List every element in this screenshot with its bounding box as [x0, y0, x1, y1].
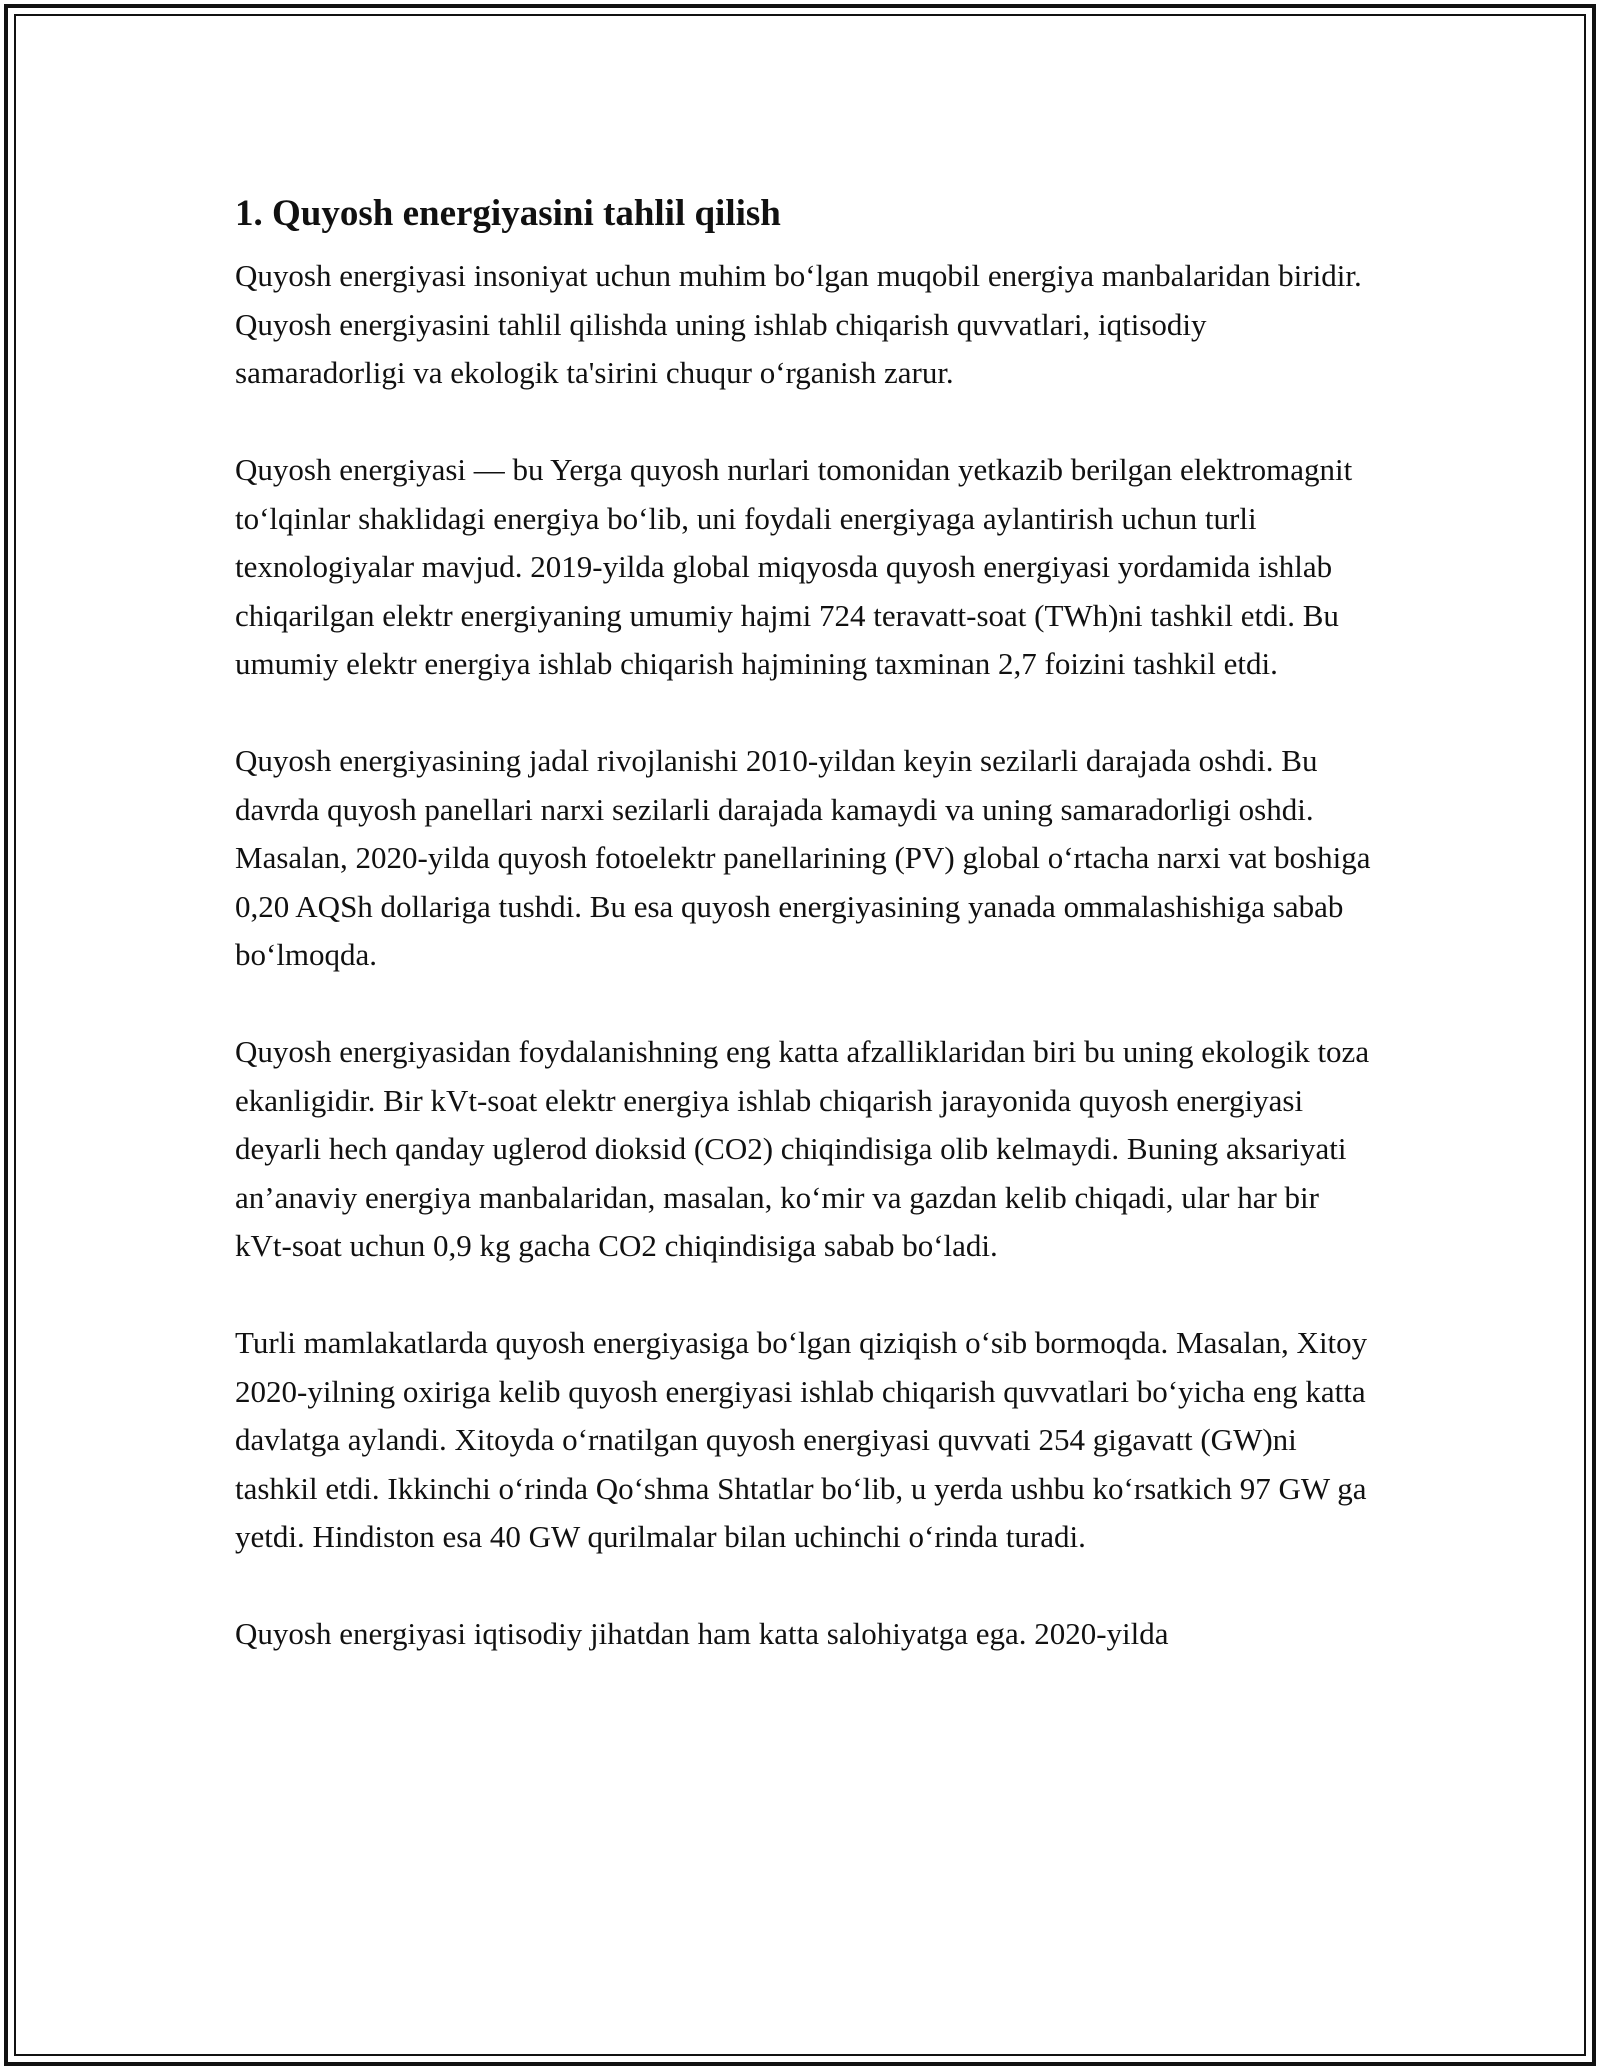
paragraph-definition: Quyosh energiyasi — bu Yerga quyosh nurlari tomonidan yetkazib berilgan elektromagnit toʻlqinlar shaklidagi energiya boʻlib, uni foydali energiyaga aylantirish uchun turli texnologiyalar mavjud. 2019-yilda global miqyosda quyosh energiyasi yordamida ishlab chiqarilgan elektr energiyaning umumiy hajmi 724 teravatt-soat (TWh)ni tashkil etdi. Bu umumiy elektr energiya ishlab chiqarish hajmining taxminan 2,7 foizini tashkil etdi. [235, 452, 1353, 681]
section-heading: 1. Quyosh energiyasini tahlil qilish [235, 193, 781, 234]
paragraph-countries: Turli mamlakatlarda quyosh energiyasiga boʻlgan qiziqish oʻsib bormoqda. Masalan, Xitoy 2020-yilning oxiriga kelib quyosh energiyasi ishlab chiqarish quvvatlari boʻyicha eng katta davlatga aylandi. Xitoyda oʻrnatilgan quyosh energiyasi quvvati 254 gigavatt (GW)ni tashkil etdi. Ikkinchi oʻrinda Qoʻshma Shtatlar boʻlib, u yerda ushbu koʻrsatkich 97 GW ga yetdi. Hindiston esa 40 GW qurilmalar bilan uchinchi oʻrinda turadi. [235, 1325, 1368, 1554]
paragraph-economics: Quyosh energiyasi iqtisodiy jihatdan ham katta salohiyatga ega. 2020-yilda [235, 1616, 1169, 1651]
paragraph-ecology: Quyosh energiyasidan foydalanishning eng katta afzalliklaridan biri bu uning ekologik toza ekanligidir. Bir kVt-soat elektr energiya ishlab chiqarish jarayonida quyosh energiyasi deyarli hech qanday uglerod dioksid (CO2) chiqindisiga olib kelmaydi. Buning aksariyati an’anaviy energiya manbalaridan, masalan, koʻmir va gazdan kelib chiqadi, ular har bir kVt-soat uchun 0,9 kg gacha CO2 chiqindisiga sabab boʻladi. [235, 1034, 1370, 1263]
paragraph-development: Quyosh energiyasining jadal rivojlanishi 2010-yildan keyin sezilarli darajada oshdi. Bu davrda quyosh panellari narxi sezilarli darajada kamaydi va uning samaradorligi oshdi. Masalan, 2020-yilda quyosh fotoelektr panellarining (PV) global oʻrtacha narxi vat boshiga 0,20 AQSh dollariga tushdi. Bu esa quyosh energiyasining yanada ommalashishiga sabab boʻlmoqda. [235, 743, 1371, 972]
document-body [235, 188, 1375, 1659]
paragraph-intro: Quyosh energiyasi insoniyat uchun muhim boʻlgan muqobil energiya manbalaridan biridir. Quyosh energiyasini tahlil qilishda uning ishlab chiqarish quvvatlari, iqtisodiy samaradorligi va ekologik ta'sirini chuqur oʻrganish zarur. [235, 258, 1362, 390]
